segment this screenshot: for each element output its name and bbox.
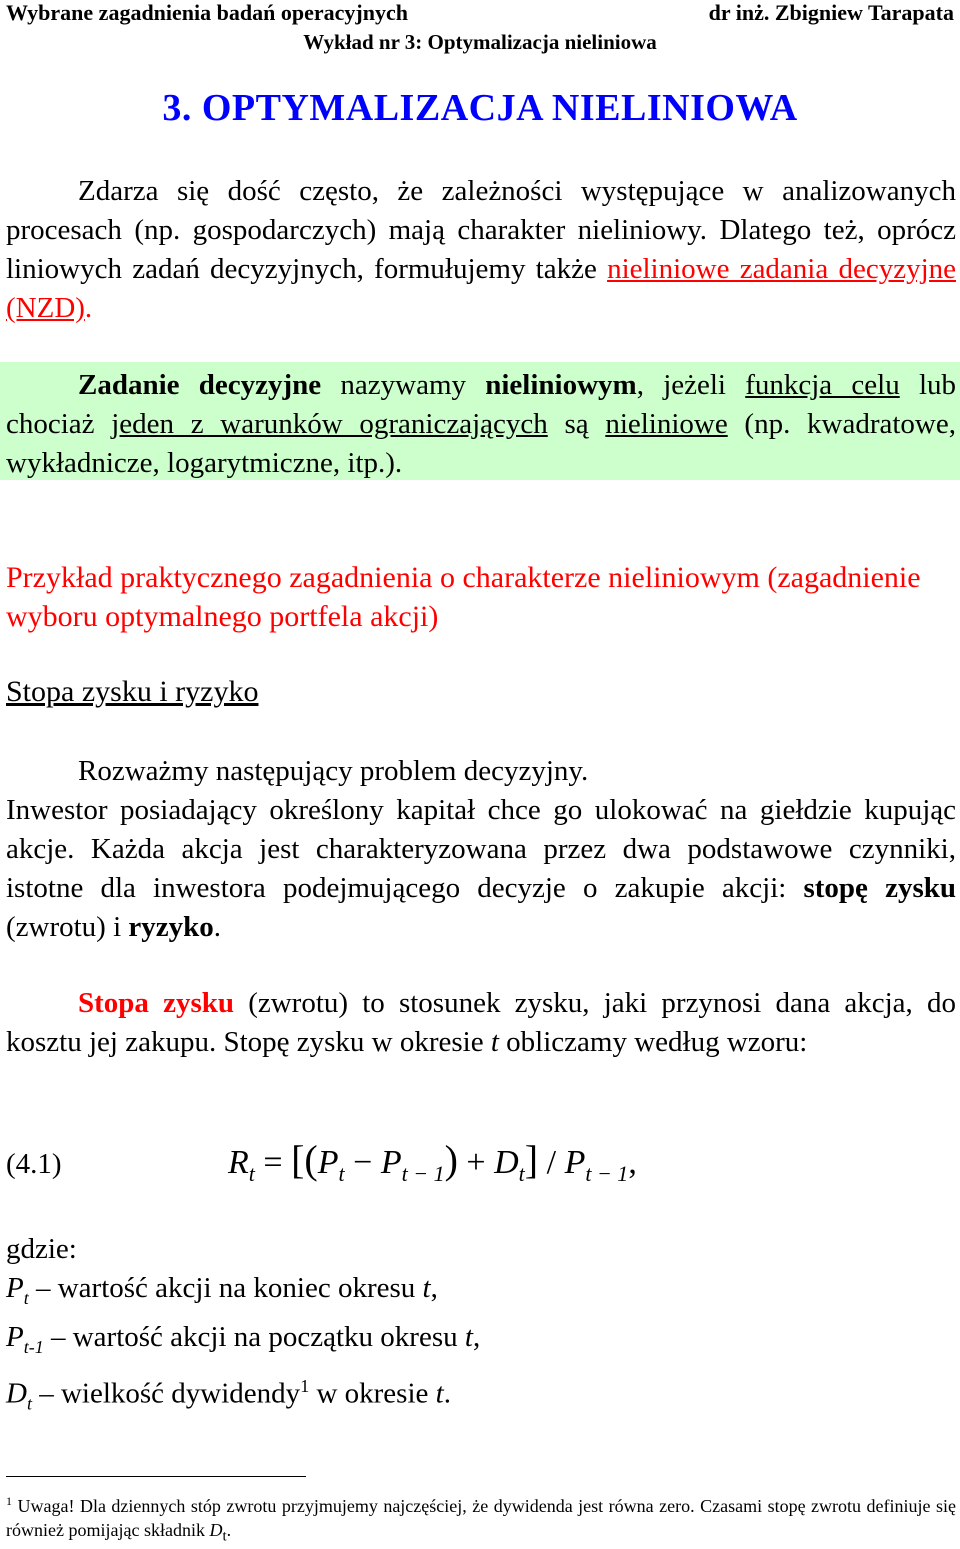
footnote: $^1$ Uwaga! Dla dziennych stóp zwrotu przyjmujemy najczęściej, że dywidenda jest równa zero. Czasami stopę zwrotu definiuje się również pomijając składnik $D_t$. (6, 1494, 956, 1545)
definitions-intro: gdzie: (6, 1233, 77, 1265)
page-title: 3. OPTYMALIZACJA NIELINIOWA (162, 87, 798, 129)
definitions-list (6, 1230, 480, 1423)
footnote-divider (6, 1476, 306, 1477)
header-course: Wybrane zagadnienia badań operacyjnych (6, 0, 408, 25)
rate-formula: $R_t = [(P_t - P_{t - 1}) + D_t] / P_{t - 1}$, (228, 1137, 637, 1186)
equation-number: (4.1) (6, 1148, 62, 1180)
rate-paragraph: Stopa zysku (zwrotu) to stosunek zysku, jaki przynosi dana akcja, do kosztu jej zakupu. Stopę zysku w okresie t obliczamy według wzoru: (6, 987, 956, 1058)
definition-item: $P_t$ – wartość akcji na koniec okresu t, (6, 1272, 438, 1308)
definition-item: $D_t$ – wielkość dywidendy$^1$ w okresie t. (6, 1375, 451, 1414)
header-author: dr inż. Zbigniew Tarapata (708, 0, 954, 25)
definition-item: $P_{t-1}$ – wartość akcji na początku okresu t, (6, 1320, 481, 1357)
example-title: Przykład praktycznego zagadnienia o charakterze nieliniowym (zagadnienie wyboru optymalnego portfela akcji) (6, 561, 921, 633)
intro-paragraph: Zdarza się dość często, że zależności występujące w analizowanych procesach (np. gospodarczych) mają charakter nieliniowy. Dlatego też, oprócz liniowych zadań decyzyjnych, formułujemy także nieliniowe zadania decyzyjne (NZD). (6, 175, 956, 324)
section-title: Stopa zysku i ryzyko (6, 675, 259, 708)
footnote-ref[interactable]: 1 (300, 1375, 310, 1396)
definition-paragraph: Zadanie decyzyjne nazywamy nieliniowym, jeżeli funkcja celu lub chociaż jeden z warunków ograniczających są nieliniowe (np. kwadratowe, wykładnicze, logarytmiczne, itp.). (6, 369, 957, 479)
header-lecture: Wykład nr 3: Optymalizacja nieliniowa (303, 30, 657, 54)
nzd-term: nieliniowe zadania decyzyjne (NZD) (6, 253, 956, 324)
problem-paragraph: Rozważmy następujący problem decyzyjny. Inwestor posiadający określony kapitał chce go ulokować na giełdzie kupując akcje. Każda akcja jest charakteryzowana przez dwa podstawowe czynniki, istotne dla inwestora podejmującego decyzje o zakupie akcji: stopę zysku (zwrotu) i ryzyko. (6, 755, 956, 943)
